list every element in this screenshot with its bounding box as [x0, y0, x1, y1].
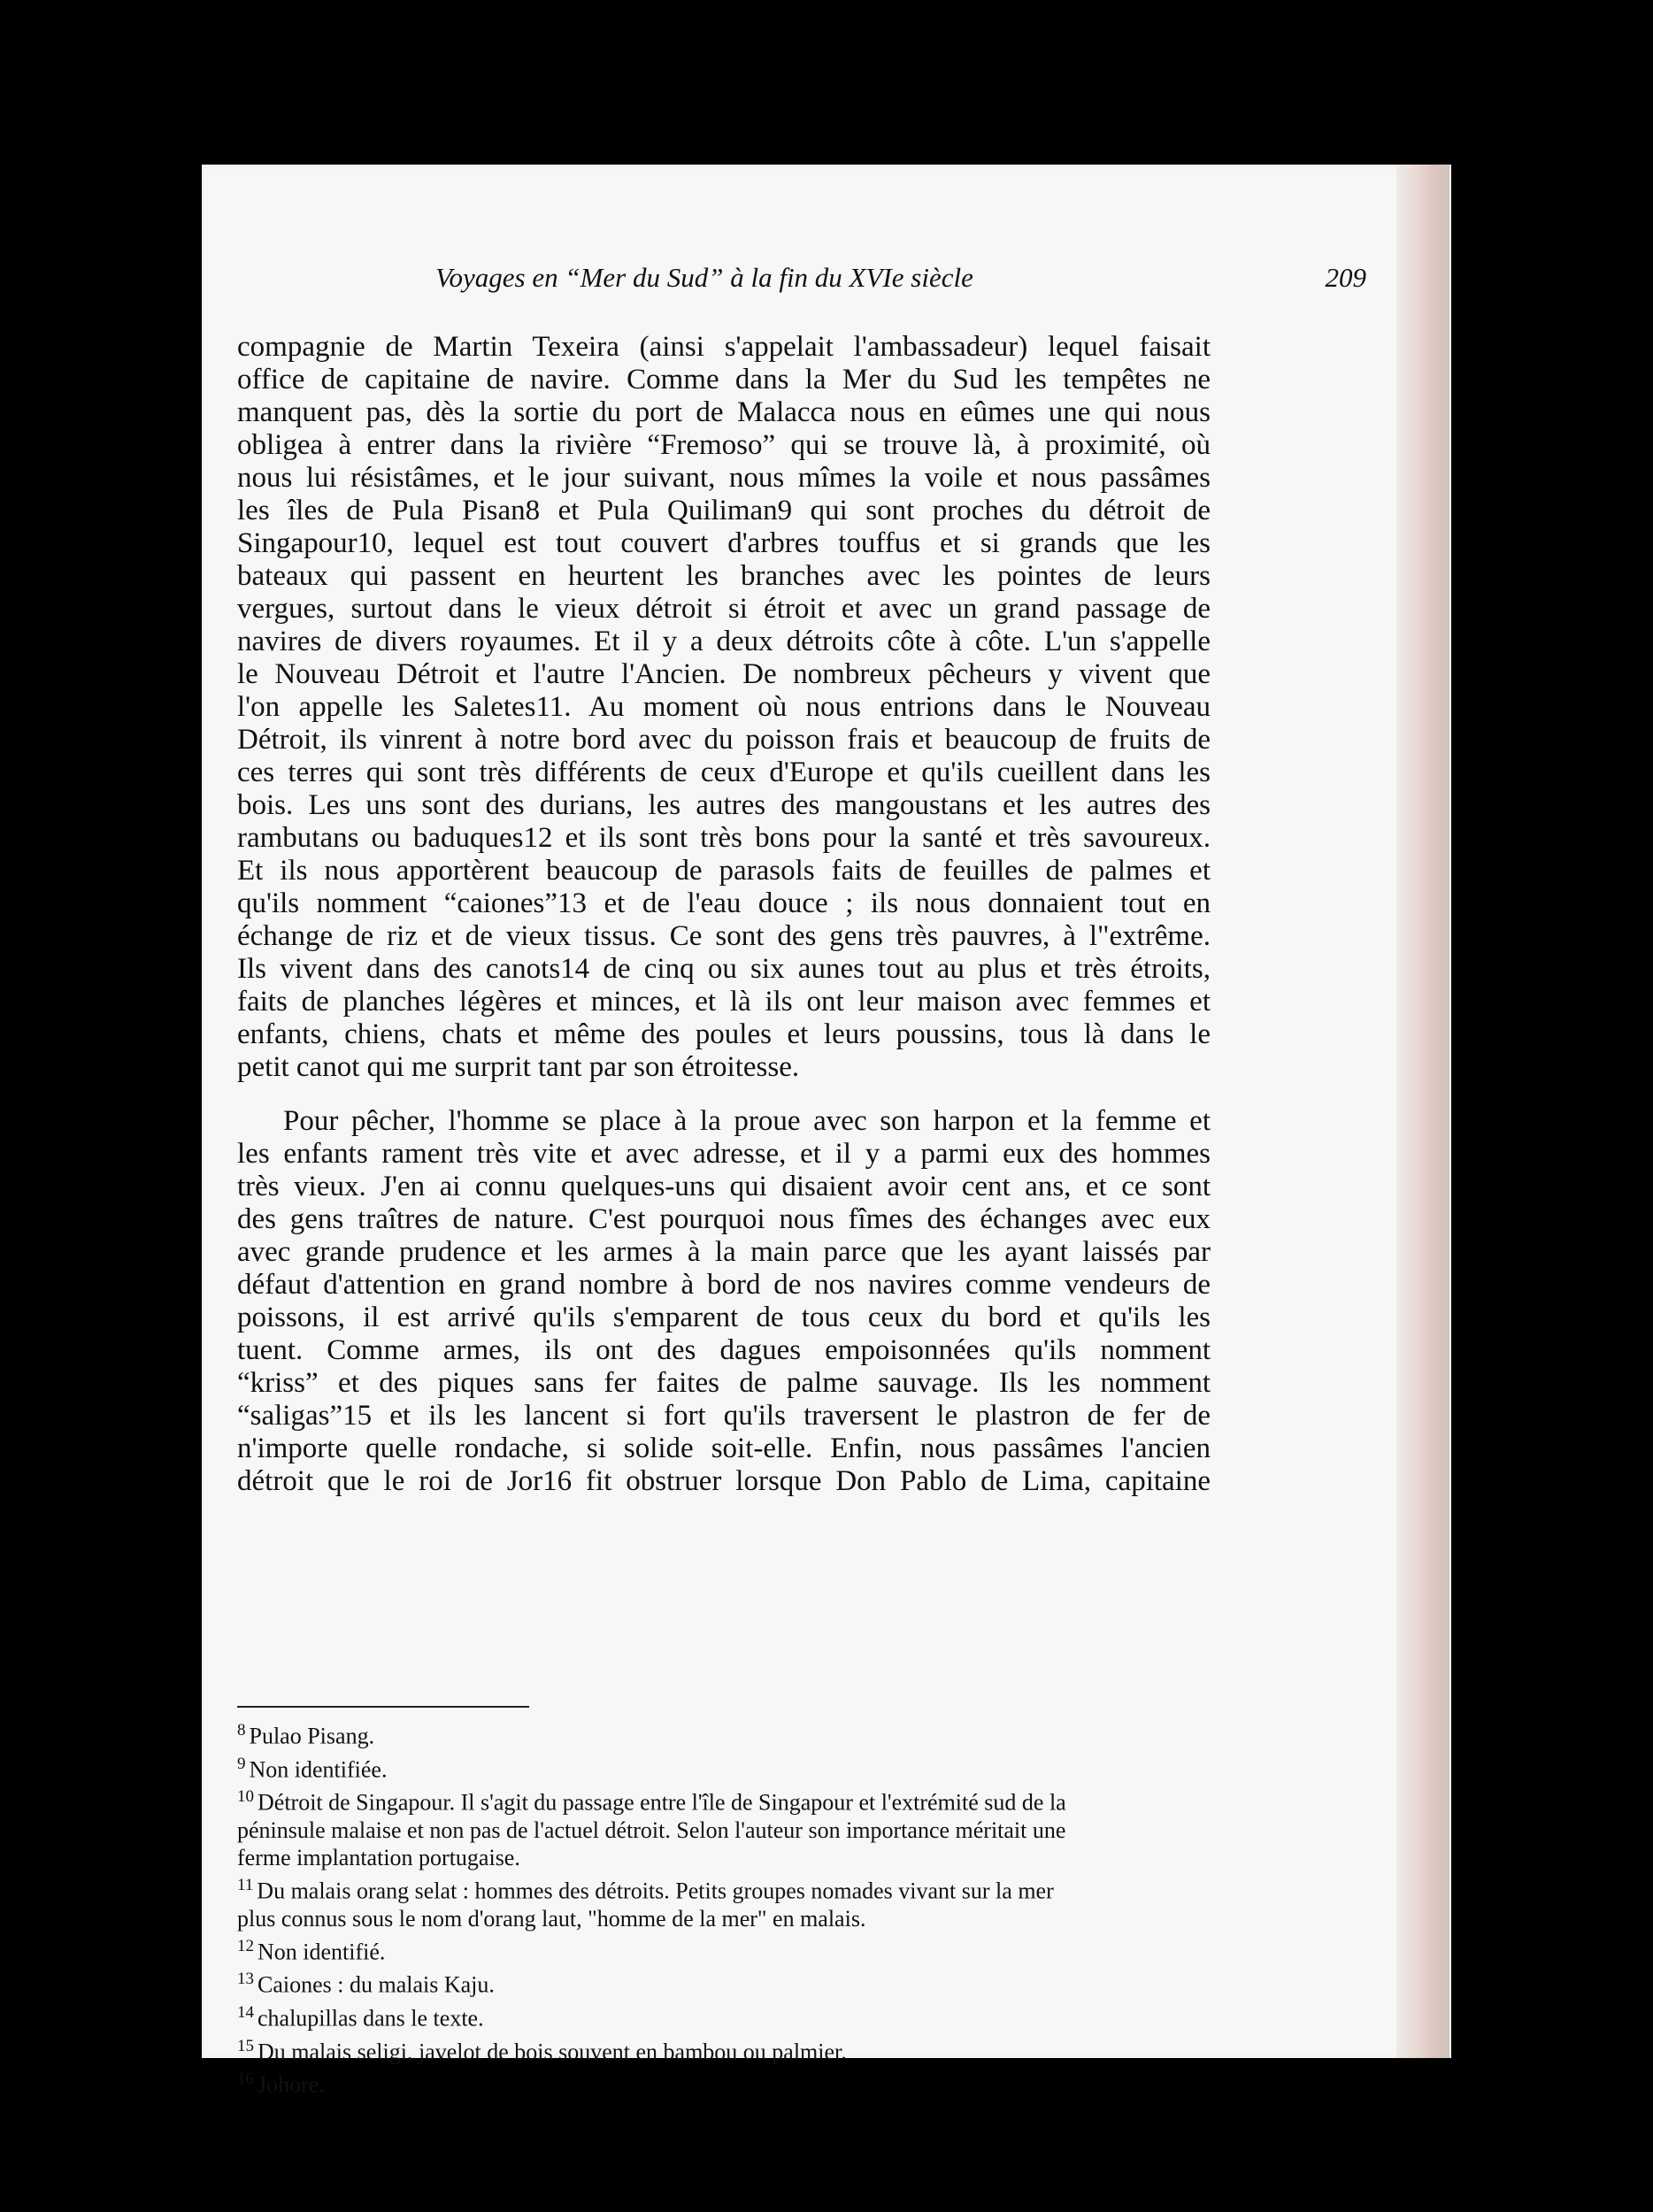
text-line: poissons, il est arrivé qu'ils s'emparent de tous ceux du bord et qu'ils les: [237, 1302, 1211, 1333]
text-line: qu'ils nomment “caiones”13 et de l'eau douce ; ils nous donnaient tout en: [237, 887, 1211, 919]
body-text: [237, 331, 1211, 1498]
text-line: les îles de Pula Pisan8 et Pula Quiliman9 qui sont proches du détroit de: [237, 495, 1211, 526]
text-line: “kriss” et des piques sans fer faites de palme sauvage. Ils les nomment: [237, 1367, 1211, 1399]
footnote-number: 12: [237, 1936, 254, 1955]
text-line: Et ils nous apportèrent beaucoup de parasols faits de feuilles de palmes et: [237, 855, 1211, 887]
text-line: bois. Les uns sont des durians, les autres des mangoustans et les autres des: [237, 789, 1211, 821]
footnote-number: 14: [237, 2002, 254, 2022]
footnote-number: 11: [237, 1875, 254, 1894]
footnote-number: 15: [237, 2036, 254, 2055]
paragraph-1: [237, 331, 1211, 1084]
text-line: l'on appelle les Saletes11. Au moment où nous entrions dans le Nouveau: [237, 691, 1211, 723]
text-line: rambutans ou baduques12 et ils sont très bons pour la santé et très savoureux.: [237, 822, 1211, 854]
footnote-item: [237, 1965, 1211, 1999]
text-line: compagnie de Martin Texeira (ainsi s'appelait l'ambassadeur) lequel faisait: [237, 331, 1211, 363]
text-line: faits de planches légères et minces, et là ils ont leur maison avec femmes et: [237, 986, 1211, 1018]
footnote-text: plus connus sous le nom d'orang laut, "homme de la mer" en malais.: [237, 1905, 866, 1932]
footnote-text: Johore.: [258, 2071, 325, 2098]
text-line: des gens traîtres de nature. C'est pourquoi nous fîmes des échanges avec eux: [237, 1203, 1211, 1235]
text-line: vergues, surtout dans le vieux détroit si étroit et avec un grand passage de: [237, 593, 1211, 625]
footnote-item: [237, 1871, 1211, 1932]
book-page: [202, 165, 1451, 2098]
text-line: avec grande prudence et les armes à la main parce que les ayant laissés par: [237, 1236, 1211, 1268]
footnote-text: Caiones : du malais Kaju.: [258, 1971, 495, 1998]
text-line: échange de riz et de vieux tissus. Ce sont des gens très pauvres, à l"extrême.: [237, 920, 1211, 952]
footnote-text: Non identifiée.: [249, 1756, 388, 1783]
text-line: défaut d'attention en grand nombre à bord de nos navires comme vendeurs de: [237, 1269, 1211, 1301]
footnote-number: 10: [237, 1787, 254, 1807]
footnote-number: 9: [237, 1754, 246, 1773]
footnote-item: [237, 1783, 1211, 1871]
text-line: office de capitaine de navire. Comme dans la Mer du Sud les tempêtes ne: [237, 364, 1211, 396]
page-edge: [1396, 165, 1449, 2058]
footnotes: [237, 1717, 1211, 2099]
text-line: obligea à entrer dans la rivière “Fremoso” qui se trouve là, à proximité, où: [237, 429, 1211, 461]
footnote-text: Du malais seligi, javelot de bois souvent en bambou ou palmier.: [258, 2039, 847, 2065]
text-line: n'importe quelle rondache, si solide soit-elle. Enfin, nous passâmes l'ancien: [237, 1432, 1211, 1464]
text-line: les enfants rament très vite et avec adresse, et il y a parmi eux des hommes: [237, 1138, 1211, 1170]
footnote-item: [237, 2032, 1211, 2066]
footnote-rule: [237, 1706, 529, 1708]
text-line: Ils vivent dans des canots14 de cinq ou six aunes tout au plus et très étroits,: [237, 953, 1211, 985]
text-line: enfants, chiens, chats et même des poules et leurs poussins, tous là dans le: [237, 1018, 1211, 1050]
footnote-item: [237, 2065, 1211, 2099]
text-line: Singapour10, lequel est tout couvert d'arbres touffus et si grands que les: [237, 527, 1211, 559]
text-line: bateaux qui passent en heurtent les branches avec les pointes de leurs: [237, 560, 1211, 592]
footnote-number: 13: [237, 1970, 254, 1989]
footnote-item: [237, 1750, 1211, 1784]
footnote-number: 16: [237, 2070, 254, 2089]
footnote-item: [237, 1999, 1211, 2032]
running-title: Voyages en “Mer du Sud” à la fin du XVIe siècle: [435, 262, 973, 293]
page-number: 209: [1325, 262, 1366, 293]
text-line: “saligas”15 et ils les lancent si fort qu'ils traversent le plastron de fer de: [237, 1400, 1211, 1432]
footnote-item: [237, 1717, 1211, 1750]
text-line: manquent pas, dès la sortie du port de Malacca nous en eûmes une qui nous: [237, 396, 1211, 428]
text-line: le Nouveau Détroit et l'autre l'Ancien. De nombreux pêcheurs y vivent que: [237, 658, 1211, 690]
text-line: Pour pêcher, l'homme se place à la proue avec son harpon et la femme et: [283, 1105, 1211, 1137]
text-line: ces terres qui sont très différents de ceux d'Europe et qu'ils cueillent dans les: [237, 757, 1211, 788]
paragraph-gap: [237, 1084, 1211, 1105]
footnote-text: Non identifié.: [258, 1939, 386, 1965]
footnote-text: Pulao Pisang.: [249, 1723, 375, 1749]
paragraph-2: [237, 1105, 1211, 1498]
text-line: navires de divers royaumes. Et il y a deux détroits côte à côte. L'un s'appelle: [237, 626, 1211, 657]
footnote-text: chalupillas dans le texte.: [258, 2005, 484, 2032]
footnote-item: [237, 1932, 1211, 1966]
footnote-text: ferme implantation portugaise.: [237, 1844, 520, 1870]
text-line: détroit que le roi de Jor16 fit obstruer lorsque Don Pablo de Lima, capitaine: [237, 1465, 1211, 1497]
text-line: tuent. Comme armes, ils ont des dagues empoisonnées qu'ils nomment: [237, 1334, 1211, 1366]
footnote-text: péninsule malaise et non pas de l'actuel détroit. Selon l'auteur son importance méritait une: [237, 1816, 1066, 1843]
page-header: [241, 262, 1391, 303]
footnote-text: Détroit de Singapour. Il s'agit du passage entre l'île de Singapour et l'extrémité sud de la: [258, 1789, 1066, 1816]
text-line: petit canot qui me surprit tant par son étroitesse.: [237, 1051, 800, 1083]
footnote-text: Du malais orang selat : hommes des détroits. Petits groupes nomades vivant sur la mer: [257, 1878, 1054, 1904]
text-line: très vieux. J'en ai connu quelques-uns qui disaient avoir cent ans, et ce sont: [237, 1171, 1211, 1202]
text-line: Détroit, ils vinrent à notre bord avec du poisson frais et beaucoup de fruits de: [237, 724, 1211, 756]
text-line: nous lui résistâmes, et le jour suivant, nous mîmes la voile et nous passâmes: [237, 462, 1211, 494]
footnote-number: 8: [237, 1721, 246, 1740]
